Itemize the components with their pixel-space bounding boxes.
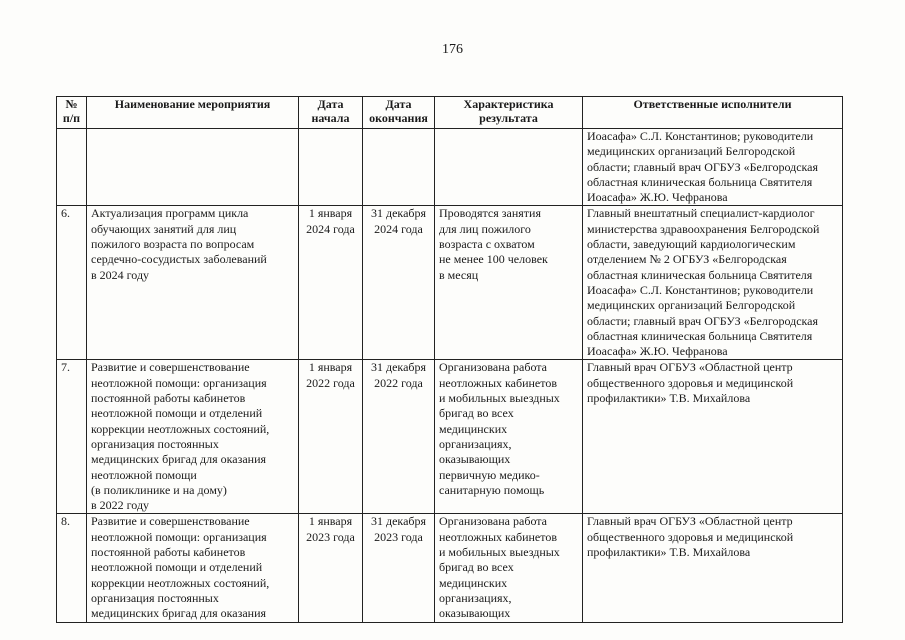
cell-text-line: области; главный врач ОГБУЗ «Белгородская: [587, 159, 819, 174]
header-start-date: Дата начала: [299, 97, 363, 129]
cell-text-line: неотложных кабинетов: [439, 529, 558, 544]
header-result: Характеристика результата: [435, 97, 583, 129]
cell-text-line: общественного здоровья и медицинской: [587, 375, 794, 390]
cell-text-line: Иоасафа» Ж.Ю. Чефранова: [587, 190, 728, 205]
cell-text-line: медицинских бригад для оказания: [91, 606, 267, 621]
cell-text-line: 1 января: [308, 514, 353, 529]
cell-text-line: областная клиническая больница Святителя: [587, 174, 813, 189]
cell-text-line: профилактики» Т.В. Михайлова: [587, 545, 751, 560]
cell-text-line: Главный внештатный специалист-кардиолог: [587, 206, 815, 221]
cell-text-line: первичную медико-: [439, 467, 540, 482]
cell-text-line: 31 декабря: [370, 360, 427, 375]
cell-text-line: 2024 года: [374, 221, 423, 236]
cell-text-line: министерства здравоохранения Белгородской: [587, 221, 820, 236]
header-name: Наименование мероприятия: [87, 97, 299, 129]
cell-text: 8.: [61, 514, 70, 529]
cell-text-line: неотложной помощи: [91, 467, 197, 482]
cell-text-line: медицинских организаций Белгородской: [587, 298, 796, 313]
cell-result: [435, 206, 583, 360]
cell-activity-name: [87, 129, 299, 206]
table-row: [57, 360, 843, 514]
cell-responsible: [583, 206, 843, 360]
cell-text-line: постоянной работы кабинетов: [91, 391, 246, 406]
cell-end-date: [363, 360, 435, 514]
cell-num: [57, 206, 87, 360]
header-end-date: Дата окончания: [363, 97, 435, 129]
cell-text-line: медицинских организаций Белгородской: [587, 144, 796, 159]
cell-text-line: 2024 года: [306, 221, 355, 236]
cell-text-line: Главный врач ОГБУЗ «Областной центр: [587, 514, 793, 529]
table-row: [57, 206, 843, 360]
cell-text-line: общественного здоровья и медицинской: [587, 529, 794, 544]
cell-text-line: для лиц пожилого: [439, 221, 531, 236]
cell-text-line: коррекции неотложных состояний,: [91, 421, 270, 436]
cell-result: [435, 129, 583, 206]
cell-text-line: пожилого возраста по вопросам: [91, 237, 255, 252]
header-responsible: Ответственные исполнители: [583, 97, 843, 129]
cell-text-line: 31 декабря: [370, 514, 427, 529]
cell-text-line: 2023 года: [374, 529, 423, 544]
cell-text-line: бригад во всех: [439, 560, 514, 575]
cell-responsible: [583, 360, 843, 514]
cell-text: 7.: [61, 360, 70, 375]
cell-text-line: в 2024 году: [91, 267, 150, 282]
cell-text-line: области; главный врач ОГБУЗ «Белгородская: [587, 313, 819, 328]
activities-table: [56, 96, 843, 623]
cell-text-line: медицинских: [439, 575, 508, 590]
cell-text-line: организация постоянных: [91, 590, 219, 605]
header-num: № п/п: [57, 97, 87, 129]
cell-text-line: 2022 года: [306, 375, 355, 390]
cell-text-line: организациях,: [439, 590, 512, 605]
cell-text-line: Актуализация программ цикла: [91, 206, 249, 221]
cell-text-line: в месяц: [439, 267, 479, 282]
cell-text-line: неотложной помощи: организация: [91, 375, 267, 390]
cell-text-line: и мобильных выездных: [439, 545, 560, 560]
cell-result: [435, 360, 583, 514]
cell-text: 6.: [61, 206, 70, 221]
cell-text-line: Развитие и совершенствование: [91, 360, 250, 375]
cell-text-line: возраста с охватом: [439, 237, 535, 252]
cell-text-line: Развитие и совершенствование: [91, 514, 250, 529]
cell-num: [57, 514, 87, 622]
cell-text-line: Организована работа: [439, 514, 547, 529]
cell-text-line: 2022 года: [374, 375, 423, 390]
cell-text-line: неотложной помощи и отделений: [91, 406, 263, 421]
cell-text-line: области, заведующий кардиологическим: [587, 237, 796, 252]
cell-result: [435, 514, 583, 622]
cell-text-line: сердечно-сосудистых заболеваний: [91, 252, 267, 267]
cell-text-line: неотложных кабинетов: [439, 375, 558, 390]
cell-start-date: [299, 129, 363, 206]
cell-text-line: Иоасафа» С.Л. Константинов; руководители: [587, 129, 814, 143]
cell-text-line: отделением № 2 ОГБУЗ «Белгородская: [587, 252, 787, 267]
cell-text-line: и мобильных выездных: [439, 391, 560, 406]
cell-activity-name: [87, 360, 299, 514]
cell-text-line: оказывающих: [439, 452, 511, 467]
cell-text-line: коррекции неотложных состояний,: [91, 575, 270, 590]
cell-text-line: Иоасафа» С.Л. Константинов; руководители: [587, 282, 814, 297]
cell-activity-name: [87, 206, 299, 360]
cell-start-date: [299, 514, 363, 622]
cell-text-line: санитарную помощь: [439, 482, 545, 497]
cell-text-line: 2023 года: [306, 529, 355, 544]
cell-text-line: Проводятся занятия: [439, 206, 541, 221]
cell-text-line: 31 декабря: [370, 206, 427, 221]
page-number: 176: [442, 42, 463, 57]
cell-text-line: организациях,: [439, 436, 512, 451]
cell-text-line: в 2022 году: [91, 498, 150, 513]
cell-end-date: [363, 206, 435, 360]
cell-text-line: Организована работа: [439, 360, 547, 375]
table-row: [57, 514, 843, 622]
cell-start-date: [299, 206, 363, 360]
cell-text-line: 1 января: [308, 360, 353, 375]
cell-text-line: неотложной помощи и отделений: [91, 560, 263, 575]
cell-text-line: медицинских: [439, 421, 508, 436]
cell-text-line: Иоасафа» Ж.Ю. Чефранова: [587, 344, 728, 359]
cell-text-line: бригад во всех: [439, 406, 514, 421]
cell-end-date: [363, 514, 435, 622]
cell-responsible: [583, 129, 843, 206]
cell-responsible: [583, 514, 843, 622]
cell-text-line: Главный врач ОГБУЗ «Областной центр: [587, 360, 793, 375]
cell-text-line: оказывающих: [439, 606, 511, 621]
cell-text-line: не менее 100 человек: [439, 252, 548, 267]
cell-num: [57, 360, 87, 514]
cell-text-line: организация постоянных: [91, 436, 219, 451]
cell-text-line: постоянной работы кабинетов: [91, 545, 246, 560]
cell-text-line: профилактики» Т.В. Михайлова: [587, 391, 751, 406]
table-row: [57, 129, 843, 206]
cell-text-line: (в поликлинике и на дому): [91, 482, 227, 497]
cell-start-date: [299, 360, 363, 514]
cell-text-line: областная клиническая больница Святителя: [587, 328, 813, 343]
cell-num: [57, 129, 87, 206]
cell-text-line: обучающих занятий для лиц: [91, 221, 237, 236]
cell-text-line: 1 января: [308, 206, 353, 221]
cell-text-line: неотложной помощи: организация: [91, 529, 267, 544]
cell-end-date: [363, 129, 435, 206]
cell-text-line: медицинских бригад для оказания: [91, 452, 267, 467]
cell-text-line: областная клиническая больница Святителя: [587, 267, 813, 282]
cell-activity-name: [87, 514, 299, 622]
table-header-row: [57, 97, 843, 129]
